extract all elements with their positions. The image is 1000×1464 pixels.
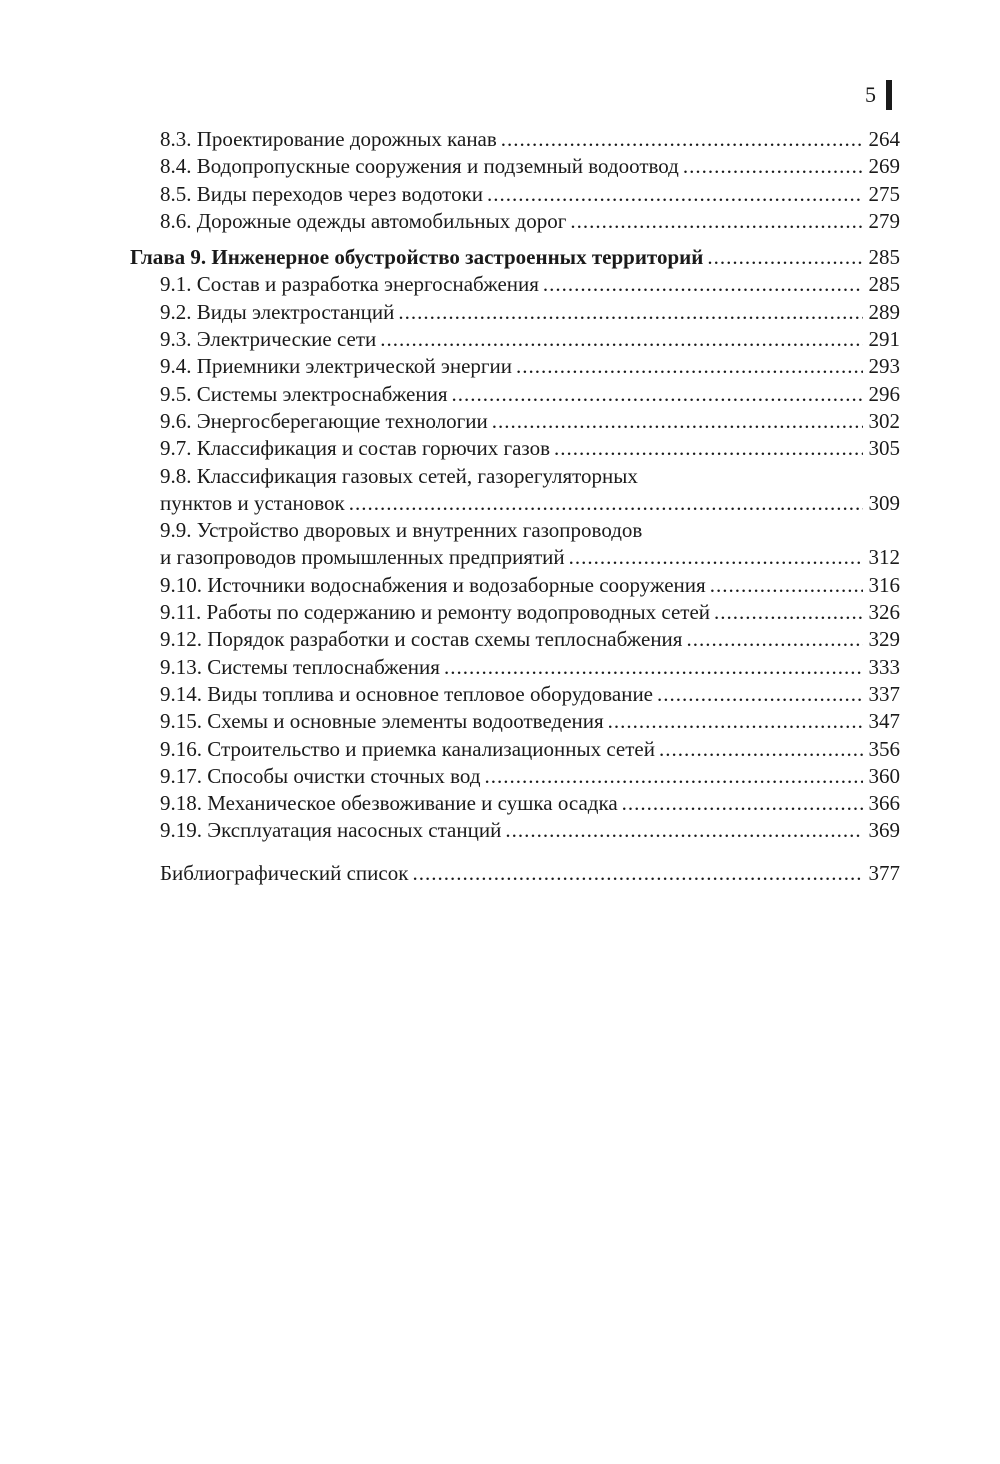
toc-entry-9-6[interactable]: [130, 408, 900, 435]
toc-entry-9-11[interactable]: [130, 599, 900, 626]
toc-chapter-page: 285: [868, 245, 900, 270]
toc-entry-9-18[interactable]: [130, 790, 900, 817]
toc-entry-9-15[interactable]: [130, 708, 900, 735]
toc-entry-page: 279: [868, 208, 900, 233]
toc-entry-label: 9.14. Виды топлива и основное тепловое оборудование: [160, 681, 653, 706]
dot-leader: [505, 817, 862, 844]
toc-entry-label: 9.12. Порядок разработки и состав схемы теплоснабжения: [160, 627, 683, 652]
dot-leader: [714, 599, 862, 626]
toc-entry-page: 289: [868, 299, 900, 324]
toc-entry-label: 8.4. Водопропускные сооружения и подземный водоотвод: [160, 154, 679, 179]
toc-entry-page: 264: [868, 127, 900, 151]
toc-entry-page: 329: [868, 627, 900, 652]
dot-leader: [657, 681, 863, 708]
toc-entry-9-1[interactable]: [130, 271, 900, 298]
toc-chapter-label: Глава 9. Инженерное обустройство застроенных территорий: [130, 245, 704, 270]
dot-leader: [487, 181, 862, 208]
toc-entry-9-9[interactable]: [130, 517, 900, 572]
toc-entry-page: 309: [868, 490, 900, 515]
toc-entry-page: 316: [868, 572, 900, 597]
toc-entry-label-line1: 9.8. Классификация газовых сетей, газорегуляторных: [160, 463, 638, 488]
toc-entry-page: 366: [868, 791, 900, 816]
toc-entry-label: 9.6. Энергосберегающие технологии: [160, 408, 488, 433]
toc-entry-page: 296: [868, 381, 900, 406]
toc-entry-page: 305: [868, 436, 900, 461]
toc-entry-9-3[interactable]: [130, 326, 900, 353]
toc-entry-9-19[interactable]: [130, 817, 900, 844]
toc-entry-label-line2: и газопроводов промышленных предприятий: [160, 545, 565, 570]
toc-entry-page: 333: [868, 654, 900, 679]
dot-leader: [608, 708, 863, 735]
dot-leader: [501, 126, 863, 153]
toc-entry-page: 302: [868, 408, 900, 433]
dot-leader: [380, 326, 862, 353]
table-of-contents: [130, 126, 900, 887]
toc-entry-label: 9.4. Приемники электрической энергии: [160, 354, 512, 379]
dot-leader: [492, 408, 863, 435]
toc-entry-label: 9.17. Способы очистки сточных вод: [160, 763, 481, 788]
page-number: [865, 80, 892, 110]
page-number-bar: [886, 80, 892, 110]
toc-entry-page: 293: [868, 354, 900, 379]
toc-entry-8-6[interactable]: [130, 208, 900, 235]
toc-entry-page: 275: [868, 181, 900, 206]
toc-entry-9-14[interactable]: [130, 681, 900, 708]
toc-entry-label: 9.13. Системы теплоснабжения: [160, 654, 440, 679]
toc-entry-8-5[interactable]: [130, 181, 900, 208]
toc-entry-9-12[interactable]: [130, 626, 900, 653]
toc-entry-label: 9.10. Источники водоснабжения и водозаборные сооружения: [160, 572, 706, 597]
toc-entry-page: 285: [868, 272, 900, 297]
toc-entry-page: 337: [868, 681, 900, 706]
toc-entry-page: 369: [868, 818, 900, 843]
toc-entry-8-4[interactable]: [130, 153, 900, 180]
toc-entry-9-13[interactable]: [130, 654, 900, 681]
toc-entry-8-3[interactable]: [130, 126, 900, 153]
toc-entry-label-line1: 9.9. Устройство дворовых и внутренних газопроводов: [160, 518, 643, 543]
toc-entry-page: 326: [868, 600, 900, 625]
dot-leader: [683, 153, 863, 180]
dot-leader: [569, 544, 863, 571]
dot-leader: [444, 654, 863, 681]
toc-entry-page: 312: [868, 545, 900, 570]
toc-entry-9-17[interactable]: [130, 763, 900, 790]
toc-entry-label: 9.5. Системы электроснабжения: [160, 381, 448, 406]
dot-leader: [622, 790, 863, 817]
toc-entry-page: 360: [868, 763, 900, 788]
dot-leader: [412, 860, 862, 887]
toc-entry-9-2[interactable]: [130, 299, 900, 326]
dot-leader: [659, 736, 863, 763]
toc-entry-label: 9.11. Работы по содержанию и ремонту водопроводных сетей: [160, 600, 711, 625]
dot-leader: [710, 572, 863, 599]
toc-entry-label: 9.19. Эксплуатация насосных станций: [160, 818, 502, 843]
dot-leader: [349, 490, 863, 517]
toc-entry-label: 8.5. Виды переходов через водотоки: [160, 181, 484, 206]
dot-leader: [398, 299, 862, 326]
toc-entry-bibliography[interactable]: [130, 860, 900, 887]
page-number-text: 5: [865, 82, 876, 107]
toc-entry-9-16[interactable]: [130, 736, 900, 763]
dot-leader: [686, 626, 862, 653]
toc-entry-9-8[interactable]: [130, 463, 900, 518]
dot-leader: [543, 271, 863, 298]
toc-entry-label: 9.15. Схемы и основные элементы водоотведения: [160, 709, 604, 734]
toc-entry-label: 9.16. Строительство и приемка канализационных сетей: [160, 736, 655, 761]
toc-entry-label: 9.3. Электрические сети: [160, 327, 377, 352]
toc-entry-9-4[interactable]: [130, 353, 900, 380]
toc-entry-page: 269: [868, 154, 900, 179]
toc-entry-label: 9.1. Состав и разработка энергоснабжения: [160, 272, 539, 297]
toc-entry-label: 8.3. Проектирование дорожных канав: [160, 127, 497, 151]
toc-entry-9-5[interactable]: [130, 381, 900, 408]
toc-entry-page: 291: [868, 327, 900, 352]
dot-leader: [570, 208, 862, 235]
toc-entry-page: 347: [868, 709, 900, 734]
toc-entry-page: 377: [868, 860, 900, 885]
toc-entry-label: 9.18. Механическое обезвоживание и сушка осадка: [160, 791, 618, 816]
toc-entry-page: 356: [868, 736, 900, 761]
dot-leader: [554, 435, 863, 462]
toc-entry-label: 8.6. Дорожные одежды автомобильных дорог: [160, 208, 567, 233]
toc-entry-label-line2: пунктов и установок: [160, 490, 345, 515]
dot-leader: [485, 763, 863, 790]
toc-entry-label: 9.2. Виды электростанций: [160, 299, 395, 324]
toc-chapter-9[interactable]: [130, 244, 900, 271]
dot-leader: [707, 244, 862, 271]
toc-entry-9-10[interactable]: [130, 572, 900, 599]
dot-leader: [516, 353, 863, 380]
toc-entry-9-7[interactable]: [130, 435, 900, 462]
toc-entry-label: Библиографический список: [160, 860, 409, 885]
dot-leader: [452, 381, 863, 408]
toc-entry-label: 9.7. Классификация и состав горючих газов: [160, 436, 550, 461]
